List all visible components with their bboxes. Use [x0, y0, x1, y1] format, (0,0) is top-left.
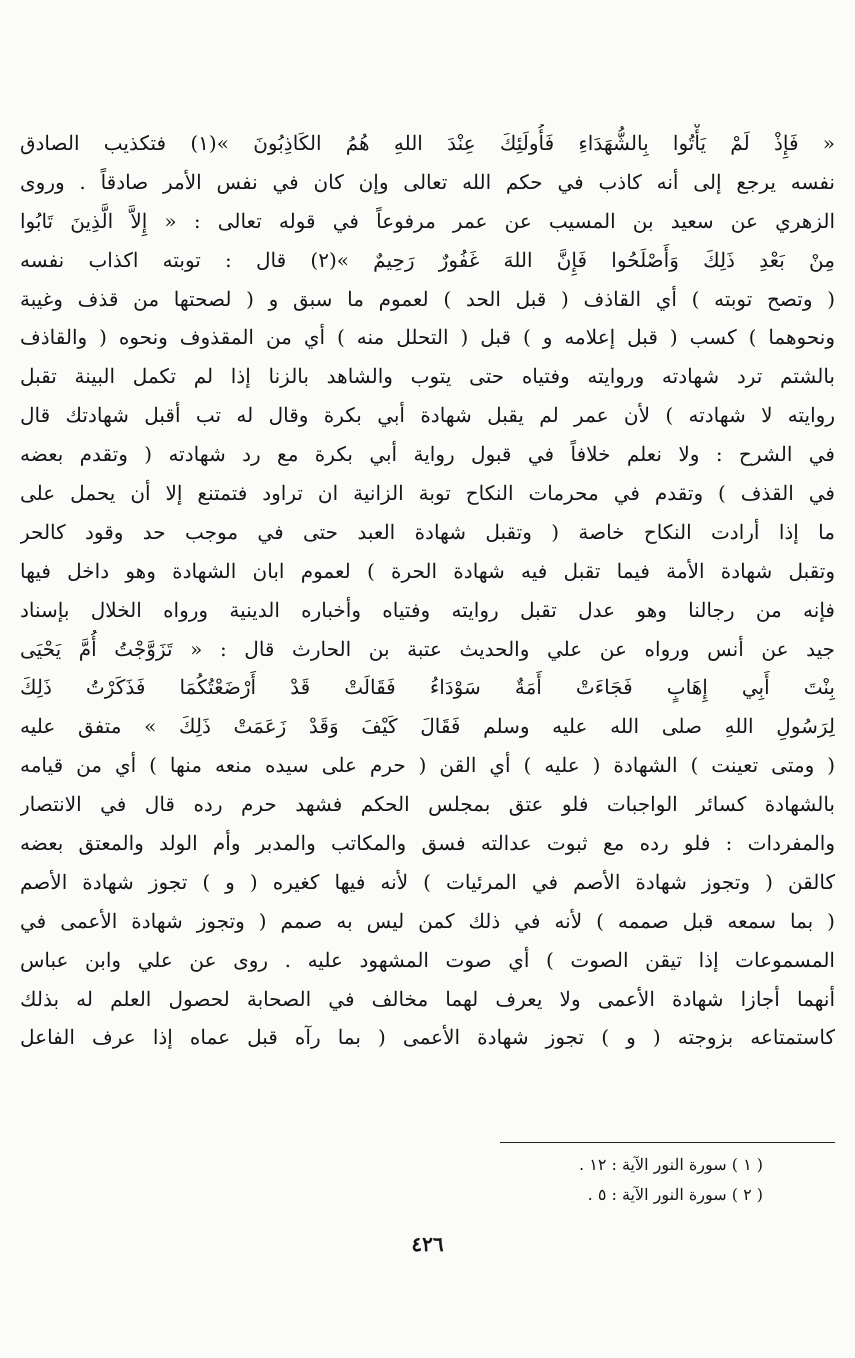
text-line: ونحوهما ) كسب ( قبل إعلامه و ) قبل ( التحلل منه ) أي من المقذوف ونحوه ( والقاذف — [20, 325, 835, 350]
text-line: ( بما سمعه قبل صممه ) لأنه في ذلك كمن ليس به صمم ( وتجوز شهادة الأعمى في — [20, 908, 835, 933]
text-line: بالشتم ترد شهادته وروايته وفتياه حتى يتوب والشاهد بالزنا إذا لم تكمل البينة تقبل — [20, 364, 835, 389]
text-line: مِنْ بَعْدِ ذَلِكَ وَأَصْلَحُوا فَإِنَّ اللهَ غَفُورٌ رَحِيمٌ »(٢) قال : توبته اكذاب نفسه — [20, 247, 835, 272]
text-line: بِنْتَ أَبِي إِهَابٍ فَجَاءَتْ أَمَةٌ سَوْدَاءُ فَقَالَتْ قَدْ أَرْضَعْتُكُمَا فَذَكَرْتُ ذَلِكَ — [20, 675, 835, 700]
main-text — [20, 124, 835, 1057]
footnotes — [263, 1150, 763, 1210]
text-line: روايته لا شهادته ) لأن عمر لم يقبل شهادة أبي بكرة وقال له تب أقبل شهادتك قال — [20, 403, 835, 428]
footnote-2: ( ٢ ) سورة النور الآية : ٥ . — [587, 1185, 763, 1204]
text-line: نفسه يرجع إلى أنه كاذب في حكم الله تعالى وإن كان في نفس الأمر صادقاً . وروى — [20, 169, 835, 194]
text-line: بالشهادة كسائر الواجبات فلو عتق بمجلس الحكم فشهد حرم رده قال في الانتصار — [20, 792, 835, 817]
text-line: في الشرح : ولا نعلم خلافاً في قبول رواية أبي بكرة مع رد شهادته ( وتقدم بعضه — [20, 442, 835, 467]
text-line: لِرَسُولِ اللهِ صلى الله عليه وسلم فَقَالَ كَيْفَ وَقَدْ زَعَمَتْ ذَلِكَ » متفق عليه — [20, 714, 835, 739]
text-line: والمفردات : فلو رده مع ثبوت عدالته فسق والمكاتب والمدبر وأم الولد والمعتق بعضه — [20, 831, 835, 856]
text-line: جيد عن أنس ورواه عن علي والحديث عتبة بن الحارث قال : « تَزَوَّجْتُ أُمَّ يَحْيَى — [20, 636, 835, 661]
text-line: في القذف ) وتقدم في محرمات النكاح توبة الزانية ان تراود فتمتنع إلا أن يحمل على — [20, 481, 835, 506]
text-line: ( ومتى تعينت ) الشهادة ( عليه ) أي القن ( حرم على سيده منعه منها ) أي من قيامه — [20, 753, 835, 778]
text-line: الزهري عن سعيد بن المسيب عن عمر مرفوعاً في قوله تعالى : « إِلاَّ الَّذِينَ تَابُوا — [20, 208, 835, 233]
text-line: ( وتصح توبته ) أي القاذف ( قبل الحد ) لعموم ما سبق و ( لصحتها من قذف وغيبة — [20, 286, 835, 311]
text-line: كاستمتاعه بزوجته ( و ) تجوز شهادة الأعمى ( بما رآه قبل عماه إذا عرف الفاعل — [20, 1025, 835, 1050]
text-line: « فَإِذْ لَمْ يَأْتُوا بِالشُّهَدَاءِ فَأُولَئِكَ عِنْدَ اللهِ هُمُ الكَاذِبُونَ »(١) فتكذيب الصادق — [20, 131, 835, 155]
text-line: المسموعات إذا تيقن الصوت ) أي صوت المشهود عليه . روى عن علي وابن عباس — [20, 947, 835, 972]
text-line: أنهما أجازا شهادة الأعمى ولا يعرف لهما مخالف في الصحابة لحصول العلم له بذلك — [20, 986, 835, 1011]
text-line: ما إذا أرادت النكاح خاصة ( وتقبل شهادة العبد حتى في موجب حد وقود كالحر — [20, 519, 835, 544]
page-number: ٤٢٦ — [411, 1232, 444, 1256]
footnote-divider — [500, 1142, 835, 1143]
text-line: فإنه من رجالنا وهو عدل تقبل روايته وفتياه وأخباره الدينية ورواه الخلال بإسناد — [20, 597, 835, 622]
footnote-1: ( ١ ) سورة النور الآية : ١٢ . — [579, 1155, 763, 1174]
text-line: كالقن ( وتجوز شهادة الأصم في المرئيات ) لأنه فيها كغيره ( و ) تجوز شهادة الأصم — [20, 869, 835, 894]
text-line: وتقبل شهادة الأمة فيما تقبل فيه شهادة الحرة ) لعموم ابان الشهادة وهو داخل فيها — [20, 558, 835, 583]
